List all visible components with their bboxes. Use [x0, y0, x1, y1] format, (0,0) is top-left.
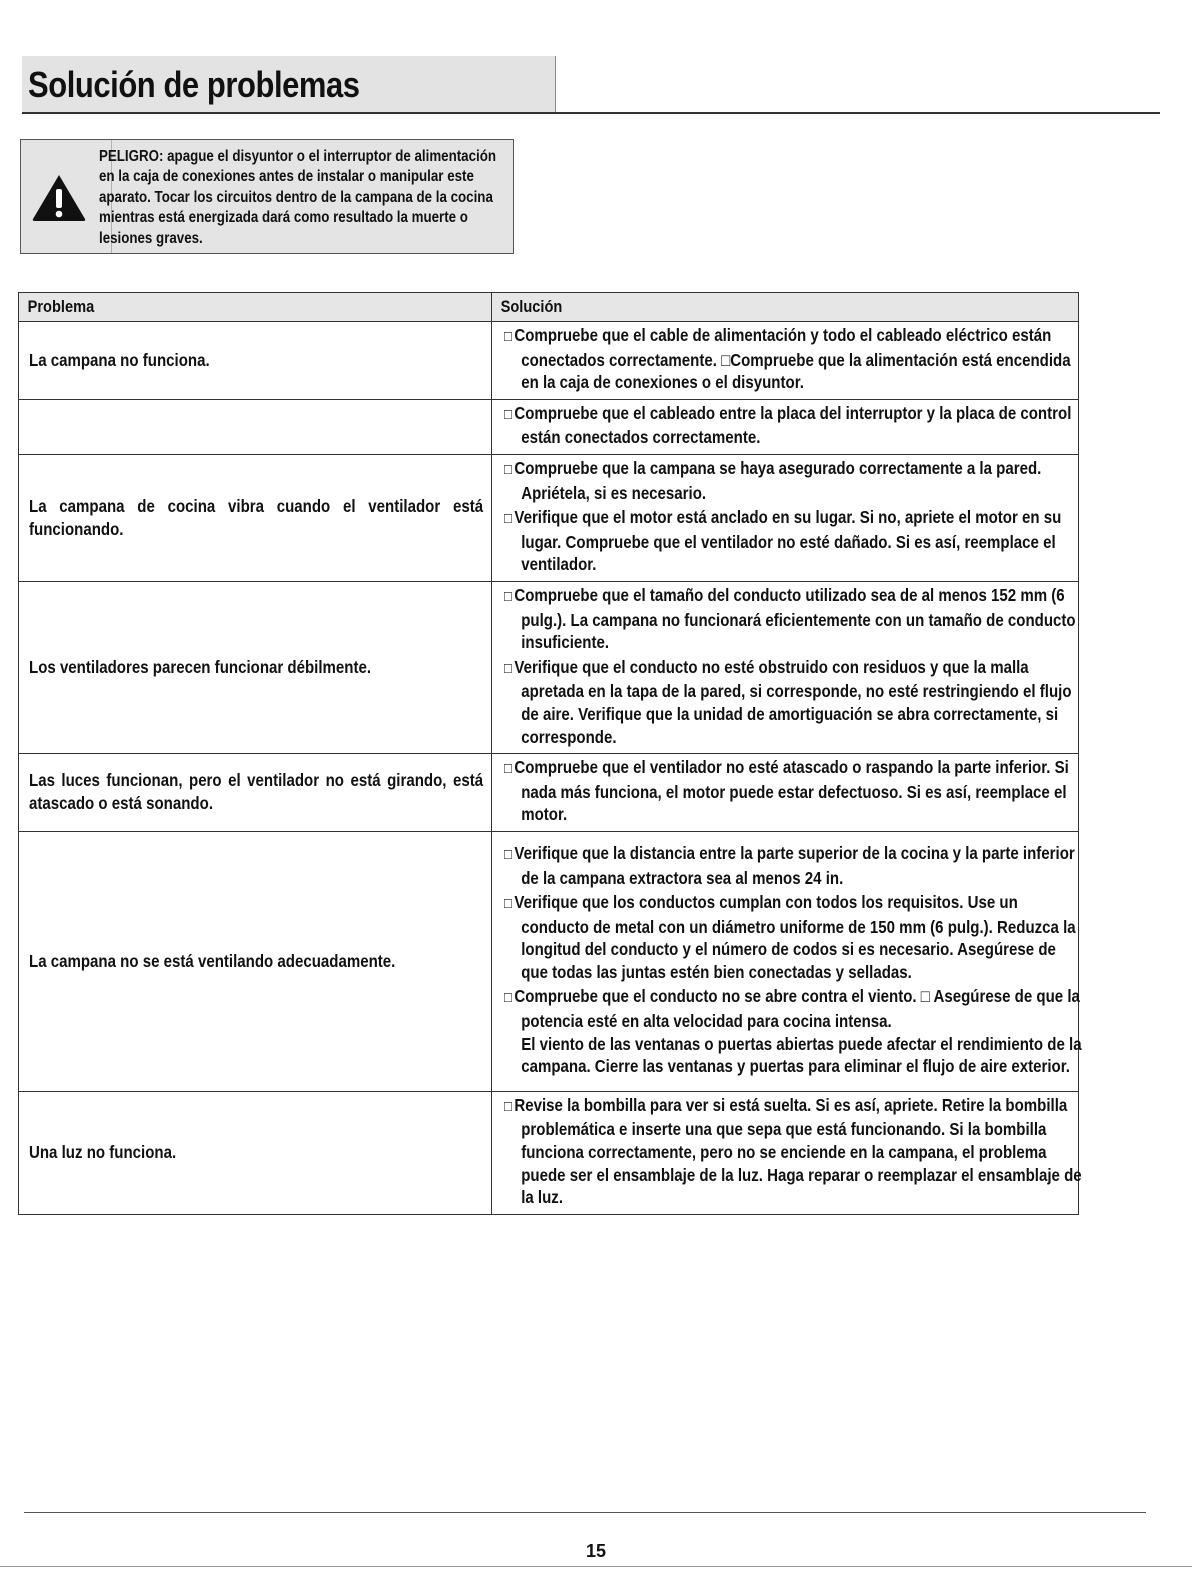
- solution-text: Compruebe que el tamaño del conducto utilizado sea de al menos 152 mm (6 pulg.). La campana no funcionará eficientemente con un tamaño de conducto insuficiente.: [514, 584, 1076, 653]
- table-row: [19, 754, 1079, 832]
- table-row: [19, 581, 1079, 753]
- page-number: 15: [585, 1541, 607, 1561]
- solution-item: [504, 324, 1084, 394]
- page-title: Solución de problemas: [28, 64, 360, 105]
- solution-cell: [492, 754, 1079, 832]
- solution-item: [504, 584, 1084, 654]
- problem-cell: [19, 399, 492, 454]
- warning-text: PELIGRO: apague el disyuntor o el interruptor de alimentación en la caja de conexiones antes de instalar o manipular este aparato. Tocar los circuitos dentro de la campana de la cocina mientras está energizada dará como resultado la muerte o lesiones graves.: [99, 148, 496, 247]
- problem-text: Las luces funcionan, pero el ventilador no está girando, está atascado o está sonando.: [29, 770, 484, 814]
- title-banner: [22, 56, 556, 112]
- problem-text: Los ventiladores parecen funcionar débilmente.: [29, 657, 372, 678]
- solution-text: Verifique que los conductos cumplan con todos los requisitos. Use un conducto de metal con un diámetro uniforme de 150 mm (6 pulg.). Reduzca la longitud del conducto y el número de codos si es necesario. Asegúrese de que todas las juntas estén bien conectadas y selladas.: [514, 892, 1076, 982]
- table-row: [19, 399, 1079, 454]
- warning-triangle-icon: [31, 172, 87, 222]
- solution-item: [504, 656, 1084, 748]
- solution-text: Verifique que el motor está anclado en su lugar. Si no, apriete el motor en su lugar. Compruebe que el ventilador no esté dañado. Si es así, reemplace el ventilador.: [514, 507, 1062, 575]
- checkbox-bullet-icon: □: [504, 328, 512, 345]
- checkbox-bullet-icon: □: [504, 845, 512, 863]
- checkbox-bullet-icon: □: [504, 989, 512, 1007]
- problem-cell: [19, 581, 492, 753]
- problem-cell: [19, 454, 492, 581]
- solution-item: [504, 756, 1084, 826]
- solution-text: Compruebe que el ventilador no esté atascado o raspando la parte inferior. Si nada más funciona, el motor puede estar defectuoso. Si es así, reemplace el motor.: [514, 757, 1069, 825]
- problem-cell: [19, 831, 492, 1091]
- solution-cell: [492, 581, 1079, 753]
- problem-text: La campana de cocina vibra cuando el ventilador está funcionando.: [29, 495, 484, 539]
- solution-item: [504, 402, 1084, 449]
- checkbox-bullet-icon: □: [504, 587, 512, 605]
- problem-cell: [19, 1091, 492, 1214]
- checkbox-bullet-icon: □: [504, 895, 512, 913]
- solution-cell: [492, 1091, 1082, 1214]
- solution-item: [504, 891, 1084, 983]
- solution-continuation: El viento de las ventanas o puertas abiertas puede afectar el rendimiento de la campana. Cierre las ventanas y puertas para eliminar el flujo de aire exterior.: [521, 1033, 1082, 1077]
- problem-cell: [19, 322, 492, 400]
- solution-item: [504, 1094, 1084, 1209]
- checkbox-bullet-icon: □: [504, 760, 512, 778]
- checkbox-bullet-icon: □: [504, 460, 512, 478]
- checkbox-bullet-icon: □: [504, 1097, 512, 1115]
- table-header-row: [19, 293, 1079, 322]
- solution-text: Compruebe que la campana se haya asegurado correctamente a la pared. Apriétela, si es necesario.: [514, 457, 1042, 503]
- bottom-edge-rule: [0, 1566, 1192, 1567]
- solution-item: [504, 506, 1084, 576]
- checkbox-bullet-icon: □: [504, 405, 512, 423]
- solution-text: Verifique que la distancia entre la parte superior de la cocina y la parte inferior de la campana extractora sea al menos 24 in.: [514, 842, 1075, 888]
- solution-cell: [492, 322, 1079, 400]
- header-solution: Solución: [492, 293, 1079, 322]
- checkbox-bullet-icon: □: [504, 510, 512, 528]
- solution-text: Verifique que el conducto no esté obstruido con residuos y que la malla apretada en la tapa de la pared, si corresponde, no esté restringiendo el flujo de aire. Verifique que la unidad de amortiguación se abra correctamente, si corresponde.: [514, 656, 1072, 747]
- header-problem: Problema: [19, 293, 492, 322]
- troubleshooting-table: [18, 292, 1082, 1215]
- solution-text: Compruebe que el cableado entre la placa del interruptor y la placa de control están conectados correctamente.: [514, 402, 1072, 448]
- footer-rule: [24, 1512, 1146, 1513]
- table-row: [19, 1091, 1079, 1214]
- solution-cell: [492, 831, 1082, 1091]
- title-rule: [22, 112, 1160, 114]
- problem-text: Una luz no funciona.: [29, 1142, 177, 1163]
- table-row: [19, 454, 1079, 581]
- solution-item: [504, 985, 1084, 1032]
- table-row: [19, 831, 1079, 1091]
- problem-text: La campana no se está ventilando adecuadamente.: [29, 950, 396, 971]
- table-row: [19, 322, 1079, 400]
- solution-text: Compruebe que el conducto no se abre contra el viento. □ Asegúrese de que la potencia esté en alta velocidad para cocina intensa.: [514, 986, 1080, 1032]
- solution-text: Compruebe que el cable de alimentación y todo el cableado eléctrico están conectados correctamente. □Compruebe que la alimentación está encendida en la caja de conexiones o el disyuntor.: [514, 325, 1071, 393]
- danger-warning-box: [20, 139, 514, 254]
- solution-cell: [492, 454, 1079, 581]
- solution-item: [504, 842, 1084, 889]
- solution-text: Revise la bombilla para ver si está suelta. Si es así, apriete. Retire la bombilla problemática e inserte una que sepa que está funcionando. Si la bombilla funciona correctamente, pero no se enciende en la campana, el problema puede ser el ensamblaje de la luz. Haga reparar o reemplazar el ensamblaje de la luz.: [514, 1094, 1082, 1208]
- solution-item: [504, 457, 1084, 504]
- problem-text: La campana no funciona.: [29, 349, 210, 370]
- problem-cell: [19, 754, 492, 832]
- checkbox-bullet-icon: □: [504, 659, 512, 677]
- solution-cell: [492, 399, 1079, 454]
